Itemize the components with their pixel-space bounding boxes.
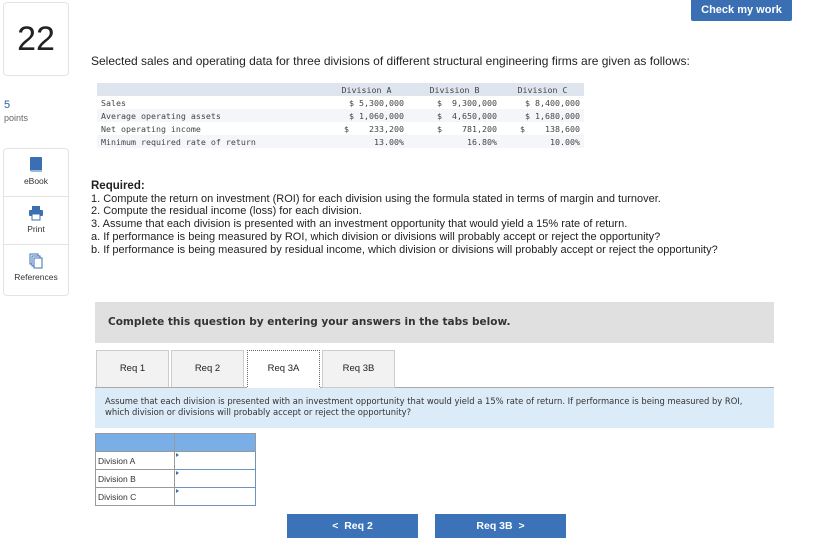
question-intro: Selected sales and operating data for three divisions of different structural engineering firms are given as follows: bbox=[91, 54, 690, 68]
table-row bbox=[97, 135, 584, 148]
cell: $ 5,300,000 bbox=[349, 97, 404, 108]
cell: $ 233,200 bbox=[344, 123, 404, 134]
dropdown-marker-icon bbox=[176, 453, 179, 457]
references-button[interactable] bbox=[4, 245, 68, 293]
prev-label: Req 2 bbox=[344, 520, 373, 532]
cell: $ 9,300,000 bbox=[437, 97, 497, 108]
cell: 10.00% bbox=[550, 136, 580, 147]
tab-req-2[interactable]: Req 2 bbox=[171, 350, 244, 388]
chevron-right-icon: > bbox=[512, 520, 525, 532]
print-label: Print bbox=[27, 224, 45, 234]
answer-table bbox=[95, 433, 256, 506]
printer-icon bbox=[29, 205, 43, 221]
table-row bbox=[97, 96, 584, 109]
references-label: References bbox=[14, 272, 58, 282]
answer-row bbox=[96, 470, 256, 488]
cell: $ 1,060,000 bbox=[349, 110, 404, 121]
cell: 16.80% bbox=[467, 136, 497, 147]
tools-panel bbox=[3, 148, 69, 296]
row-label: Minimum required rate of return bbox=[101, 136, 256, 147]
table-row bbox=[97, 122, 584, 135]
tab-instruction: Assume that each division is presented with an investment opportunity that would yield a 15% rate of return. If performance is being measured by ROI, which division or divisions will probably accept or reject the opportunity? bbox=[95, 388, 774, 428]
tab-req-1[interactable]: Req 1 bbox=[96, 350, 169, 388]
table-header-row bbox=[97, 83, 584, 96]
table-row bbox=[97, 109, 584, 122]
dropdown-marker-icon bbox=[176, 489, 179, 493]
points-label: points bbox=[4, 113, 29, 123]
check-my-work-button[interactable]: Check my work bbox=[691, 0, 792, 21]
cell: $ 1,680,000 bbox=[525, 110, 580, 121]
dropdown-marker-icon bbox=[176, 471, 179, 475]
points-value: 5 bbox=[4, 99, 11, 111]
required-item: b. If performance is being measured by residual income, which division or divisions will probably accept or reject the opportunity? bbox=[91, 243, 718, 256]
required-item: 2. Compute the residual income (loss) for each division. bbox=[91, 205, 362, 218]
header-cell bbox=[175, 434, 256, 452]
tab-req-3b[interactable]: Req 3B bbox=[322, 350, 395, 388]
required-section bbox=[91, 180, 771, 256]
cell: $ 138,600 bbox=[520, 123, 580, 134]
question-number: 22 bbox=[3, 2, 69, 76]
chevron-left-icon: < bbox=[332, 520, 345, 532]
required-item: a. If performance is being measured by ROI, which division or divisions will probably accept or reject the opportunity? bbox=[91, 230, 661, 243]
row-label: Average operating assets bbox=[101, 110, 221, 121]
answer-cell bbox=[175, 470, 256, 488]
ebook-button[interactable] bbox=[4, 149, 68, 197]
answer-cell bbox=[175, 452, 256, 470]
row-label: Division C bbox=[96, 488, 175, 506]
next-label: Req 3B bbox=[476, 520, 513, 532]
row-label: Sales bbox=[101, 97, 126, 108]
row-label: Division B bbox=[96, 470, 175, 488]
answer-row bbox=[96, 488, 256, 506]
cell: $ 8,400,000 bbox=[525, 97, 580, 108]
required-item: 1. Compute the return on investment (ROI) for each division using the formula stated in terms of margin and turnover. bbox=[91, 192, 661, 205]
header-cell bbox=[96, 434, 175, 452]
division-b-answer-select[interactable] bbox=[175, 471, 255, 487]
division-c-answer-select[interactable] bbox=[175, 489, 255, 505]
division-a-answer-select[interactable] bbox=[175, 453, 255, 469]
prev-req-2-button[interactable] bbox=[287, 514, 418, 538]
header-cell: Division A bbox=[341, 84, 392, 95]
next-req-3b-button[interactable] bbox=[435, 514, 566, 538]
answer-cell bbox=[175, 488, 256, 506]
instructions-banner: Complete this question by entering your answers in the tabs below. bbox=[95, 302, 774, 343]
cell: $ 4,650,000 bbox=[437, 110, 497, 121]
required-item: 3. Assume that each division is presented with an investment opportunity that would yield a 15% rate of return. bbox=[91, 218, 628, 231]
cell: $ 781,200 bbox=[437, 123, 497, 134]
answer-row bbox=[96, 452, 256, 470]
copy-icon bbox=[29, 253, 43, 269]
row-label: Division A bbox=[96, 452, 175, 470]
header-cell: Division B bbox=[429, 84, 480, 95]
division-data-table bbox=[97, 83, 584, 148]
tab-req-3a[interactable]: Req 3A bbox=[247, 350, 320, 389]
cell: 13.00% bbox=[374, 136, 404, 147]
header-cell: Division C bbox=[517, 84, 568, 95]
answer-header-row bbox=[96, 434, 256, 452]
header-cell bbox=[97, 83, 325, 96]
row-label: Net operating income bbox=[101, 123, 201, 134]
ebook-label: eBook bbox=[23, 176, 49, 186]
print-button[interactable] bbox=[4, 197, 68, 245]
book-icon bbox=[29, 157, 43, 173]
required-title: Required: bbox=[91, 180, 145, 192]
